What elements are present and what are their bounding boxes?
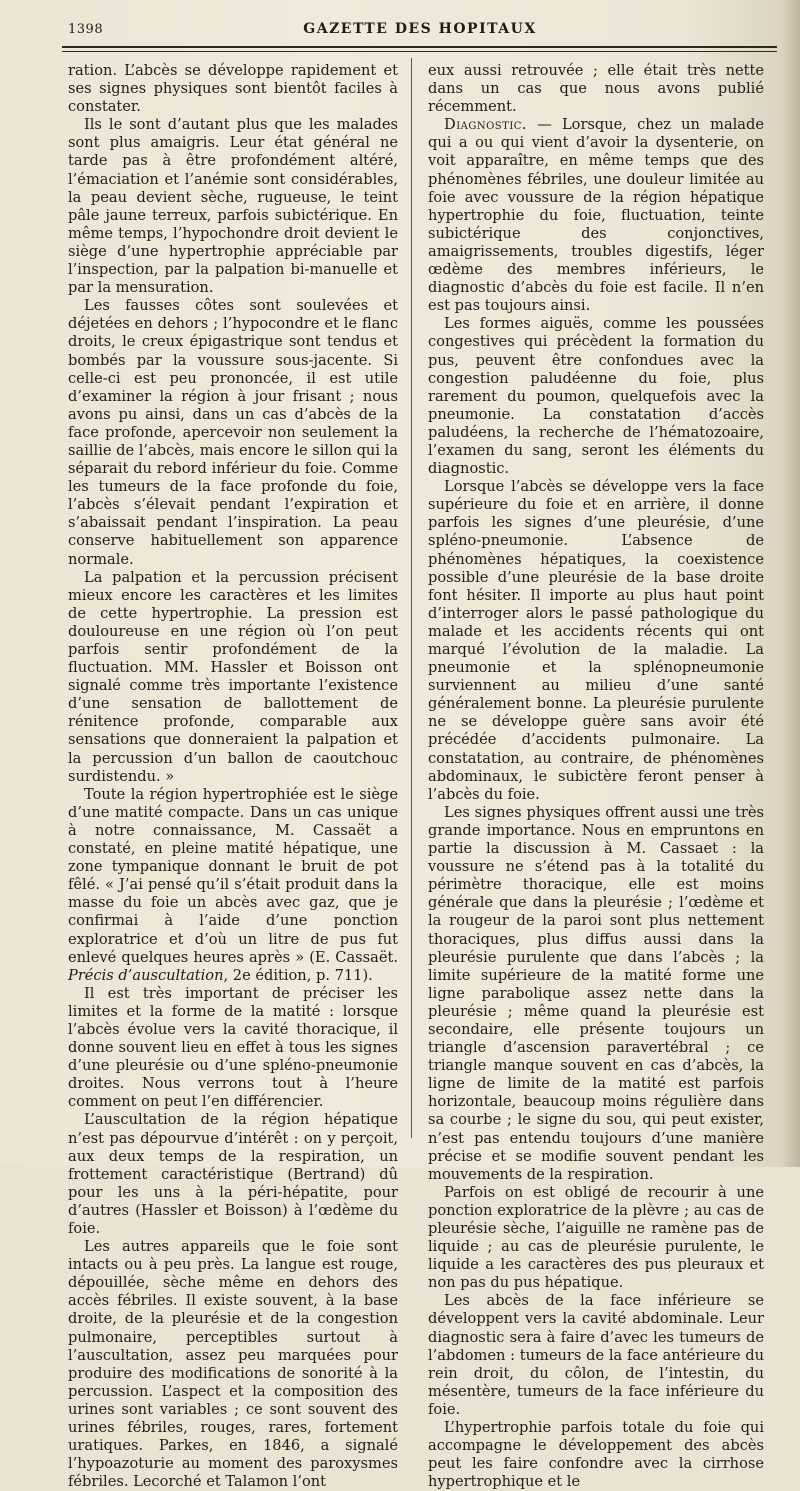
right-column (428, 62, 764, 1491)
column-divider (411, 58, 412, 1138)
paragraph: eux aussi retrouvée ; elle était très nette dans un cas que nous avons publié récemment. (428, 62, 764, 116)
text-run: Toute la région hypertrophiée est le siège d’une matité compacte. Dans un cas unique à notre connaissance, M. Cassaët a constaté, en pleine matité hépatique, une zone tympanique donnant le bruit de pot fêlé. « J’ai pensé qu’il s’était produit dans la masse du foie un abcès avec gaz, que je confirmai à l’aide d’une ponction exploratrice et d’où un litre de pus fut enlevé quelques heures après » (E. Cassaët. (68, 785, 398, 966)
text-run: , 2e édition, p. 711). (223, 966, 373, 984)
paragraph: La palpation et la percussion précisent mieux encore les caractères et les limites de cette hypertrophie. La pression est douloureuse en une région où l’on peut parfois sentir profondément de la fluctuation. MM. Hassler et Boisson ont signalé comme très importante l’existence d’une sensation de ballottement de rénitence profonde, comparable aux sensations que donneraient la palpation et la percussion d’un ballon de caoutchouc surdistendu. » (68, 568, 398, 785)
header-rule (62, 46, 777, 48)
paragraph: ration. L’abcès se développe rapidement et ses signes physiques sont bientôt faciles à constater. (68, 62, 398, 116)
left-column (68, 62, 398, 1491)
paragraph (428, 116, 764, 315)
running-title: GAZETTE DES HOPITAUX (303, 21, 537, 37)
text-run: — Lorsque, chez un malade qui a ou qui vient d’avoir la dysenterie, on voit apparaître, en même temps que des phénomènes fébriles, une douleur limitée au foie avec voussure de la région hépatique hypertrophie du foie, fluctuation, teinte subictérique des conjonctives, amaigrissements, troubles digestifs, léger œdème des membres inférieurs, le diagnostic d’abcès du foie est facile. Il n’en est pas toujours ainsi. (428, 116, 764, 315)
paragraph: Parfois on est obligé de recourir à une ponction exploratrice de la plèvre ; au cas de pleurésie sèche, l’aiguille ne ramène pas de liquide ; au cas de pleurésie purulente, le liquide a les caractères des pus pleuraux et non pas du pus hépatique. (428, 1183, 764, 1292)
page-edge-shadow (782, 0, 800, 1167)
section-heading: Diagnostic. (444, 116, 528, 134)
paragraph: Les autres appareils que le foie sont intacts ou à peu près. La langue est rouge, dépouillée, sèche même en dehors des accès fébriles. Il existe souvent, à la base droite, de la pleurésie et de la congestion pulmonaire, perceptibles surtout à l’auscultation, assez peu marquées pour produire des modifications de sonorité à la percussion. L’aspect et la composition des urines sont variables ; ce sont souvent des urines fébriles, rouges, rares, fortement uratiques. Parkes, en 1846, a signalé l’hypoazoturie au moment des paroxysmes fébriles. Lecorché et Talamon l’ont (68, 1238, 398, 1491)
paragraph: Les signes physiques offrent aussi une très grande importance. Nous en empruntons en partie la discussion à M. Cassaet : la voussure ne s’étend pas à la totalité du périmètre thoracique, elle est moins générale que dans la pleurésie ; l’œdème et la rougeur de la paroi sont plus nettement thoraciques, plus diffus aussi dans la pleurésie purulente que dans l’abcès ; la limite supérieure de la matité forme une ligne parabolique assez nette dans la pleurésie ; même quand la pleurésie est secondaire, elle présente toujours un triangle d’ascension paravertébral ; ce triangle manque souvent en cas d’abcès, la ligne de limite de la matité est parfois horizontale, beaucoup moins régulière dans sa courbe ; le signe du sou, qui peut exister, n’est pas entendu toujours d’une manière précise et se modifie souvent pendant les mouvements de la respiration. (428, 803, 764, 1183)
paragraph: Lorsque l’abcès se développe vers la face supérieure du foie et en arrière, il donne parfois les signes d’une pleurésie, d’une spléno-pneumonie. L’absence de phénomènes hépatiques, la coexistence possible d’une pleurésie de la base droite font hésiter. Il importe au plus haut point d’interroger alors le passé pathologique du malade et les accidents récents qui ont marqué l’évolution de la maladie. La pneumonie et la splénopneumonie surviennent au milieu d’une santé généralement bonne. La pleurésie purulente ne se développe guère sans avoir été précédée d’accidents pulmonaire. La constatation, au contraire, de phénomènes abdominaux, le subictère feront penser à l’abcès du foie. (428, 478, 764, 803)
paragraph: Les formes aiguës, comme les poussées congestives qui précèdent la formation du pus, peuvent être confondues avec la congestion paludéenne du foie, plus rarement du poumon, quelquefois avec la pneumonie. La constatation d’accès paludéens, la recherche de l’hématozoaire, l’examen du sang, seront les éléments du diagnostic. (428, 315, 764, 478)
citation-title: Précis d’auscultation (68, 966, 224, 984)
paragraph: L’hypertrophie parfois totale du foie qui accompagne le développement des abcès peut les faire confondre avec la cirrhose hypertrophique et le (428, 1419, 764, 1491)
page-number: 1398 (68, 22, 104, 37)
paragraph: Ils le sont d’autant plus que les malades sont plus amaigris. Leur état général ne tarde pas à être profondément altéré, l’émaciation et l’anémie sont considérables, la peau devient sèche, rugueuse, le teint pâle jaune terreux, parfois subictérique. En même temps, l’hypochondre droit devient le siège d’une hypertrophie appréciable par l’inspection, par la palpation bi-manuelle et par la mensuration. (68, 116, 398, 297)
paragraph: L’auscultation de la région hépatique n’est pas dépourvue d’intérêt : on y perçoit, aux deux temps de la respiration, un frottement caractéristique (Bertrand) dû pour les uns à la péri-hépatite, pour d’autres (Hassler et Boisson) à l’œdème du foie. (68, 1111, 398, 1237)
header-rule-thin (62, 51, 777, 52)
paragraph: Il est très important de préciser les limites et la forme de la matité : lorsque l’abcès évolue vers la cavité thoracique, il donne souvent lieu en effet à tous les signes d’une pleurésie ou d’une spléno-pneumonie droites. Nous verrons tout à l’heure comment on peut l’en différencier. (68, 984, 398, 1111)
page-header (60, 18, 780, 40)
paragraph: Les abcès de la face inférieure se développent vers la cavité abdominale. Leur diagnostic sera à faire d’avec les tumeurs de l’abdomen : tumeurs de la face antérieure du rein droit, du côlon, de l’intestin, du mésentère, tumeurs de la face inférieure du foie. (428, 1292, 764, 1418)
paragraph: Les fausses côtes sont soulevées et déjetées en dehors ; l’hypocondre et le flanc droits, le creux épigastrique sont tendus et bombés par la voussure sous-jacente. Si celle-ci est peu prononcée, il est utile d’examiner la région à jour frisant ; nous avons pu ainsi, dans un cas d’abcès de la face profonde, apercevoir non seulement la saillie de l’abcès, mais encore le sillon qui la séparait du rebord inférieur du foie. Comme les tumeurs de la face profonde du foie, l’abcès s’élevait pendant l’expiration et s’abaissait pendant l’inspiration. La peau conserve habituellement son apparence normale. (68, 297, 398, 568)
paragraph (68, 786, 398, 985)
